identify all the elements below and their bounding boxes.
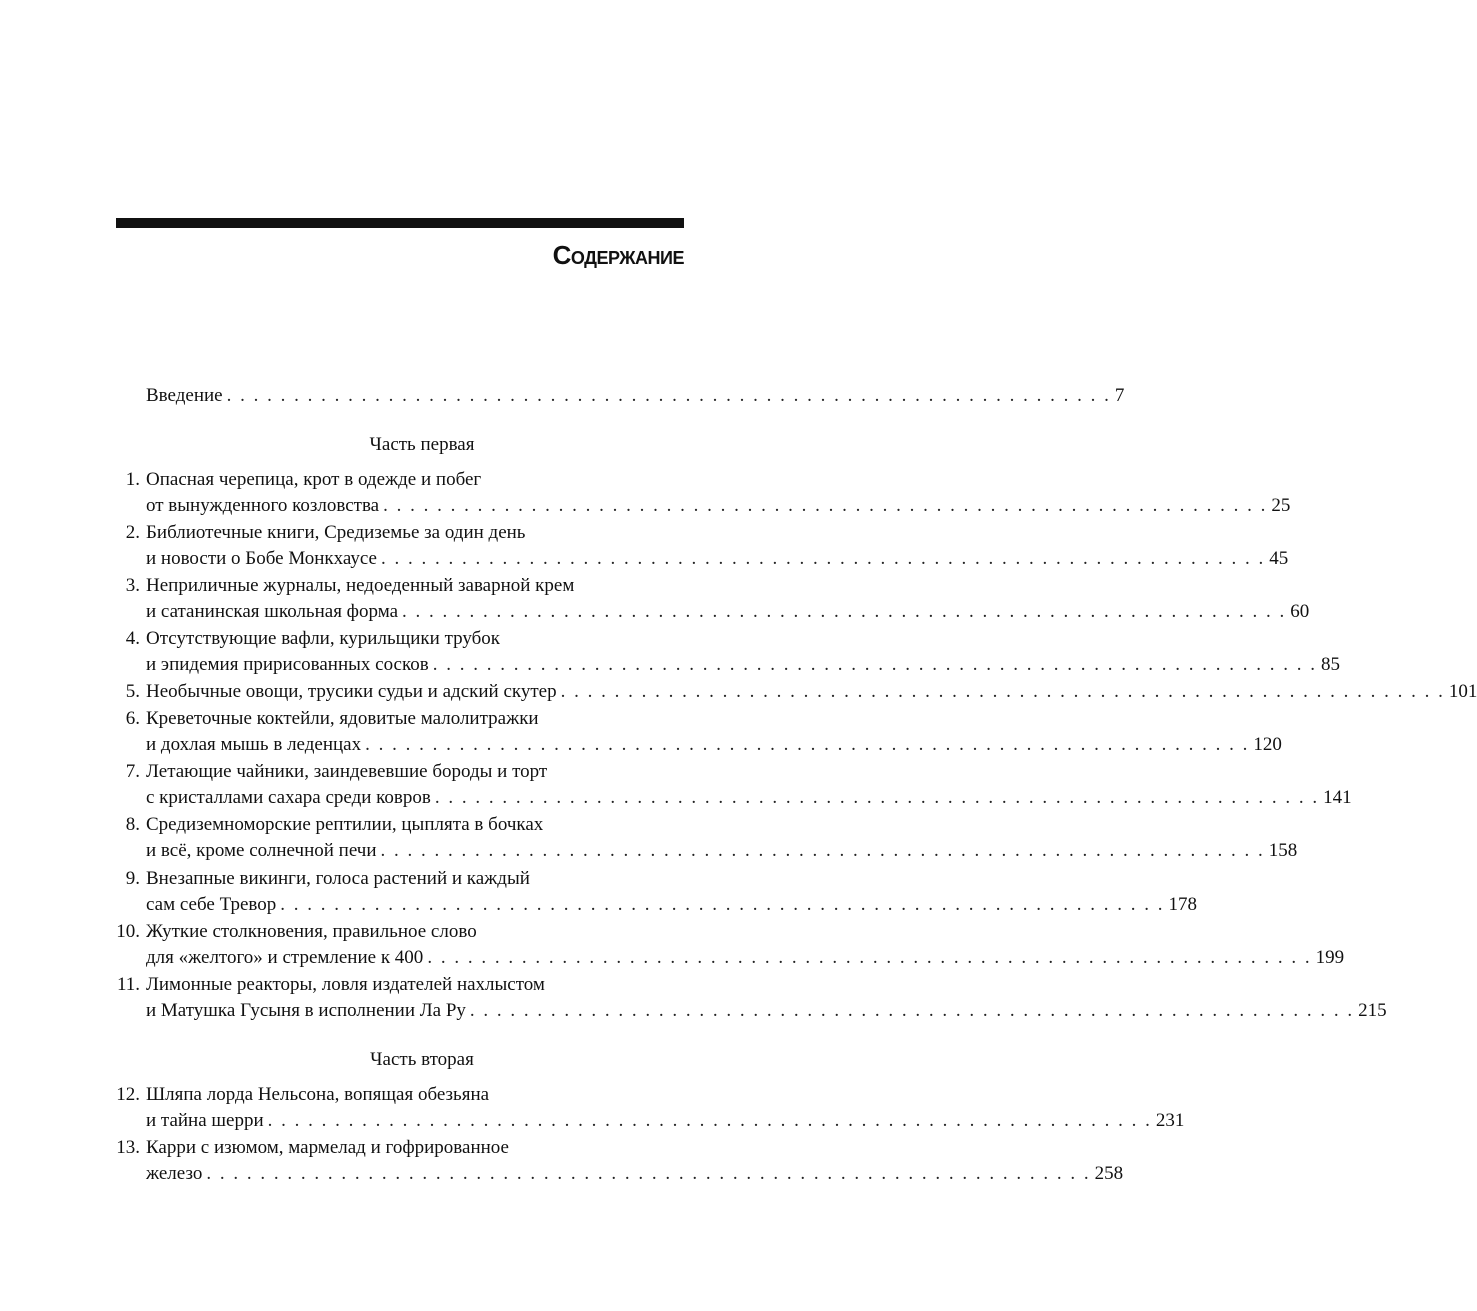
chapter-title-line: Опасная черепица, крот в одежде и побег xyxy=(146,469,482,490)
toc-entry-title: и сатанинская школьная форма xyxy=(146,601,399,622)
toc-entry-line xyxy=(146,892,1197,918)
chapter-number: 1. xyxy=(125,469,140,490)
toc-entry-line xyxy=(146,838,1298,864)
page-number: 178 xyxy=(1168,894,1197,915)
chapter-title-line: Отсутствующие вафли, курильщики трубок xyxy=(146,628,501,649)
toc-entry-line xyxy=(146,599,1310,625)
page-number: 45 xyxy=(1269,548,1289,569)
leader-dots: . . . . . . . . . . . . . . . . . . . . . . . . . . . . . . . . . . . . . . . . . . . . . . . . . . . . . . . . . . . . . . . . . . xyxy=(402,601,1287,622)
page-number: 158 xyxy=(1268,840,1298,861)
toc-entry-line xyxy=(146,493,1291,519)
toc-entry-title: и Матушка Гусыня в исполнении Ла Ру xyxy=(146,1000,466,1021)
leader-dots: . . . . . . . . . . . . . . . . . . . . . . . . . . . . . . . . . . . . . . . . . . . . . . . . . . . . . . . . . . . . . . . . . . xyxy=(267,1110,1152,1131)
chapter-title-line: Неприличные журналы, недоеденный заварной крем xyxy=(146,575,575,596)
toc-entry-title: Введение xyxy=(146,385,223,406)
page-number: 120 xyxy=(1253,734,1282,755)
toc-entry-title: с кристаллами сахара среди ковров xyxy=(146,787,431,808)
toc-entry-title: и всё, кроме солнечной печи xyxy=(146,840,377,861)
toc-entry-title: железо xyxy=(146,1163,203,1184)
page-number: 25 xyxy=(1271,495,1291,516)
chapter-number: 7. xyxy=(125,761,140,782)
leader-dots: . . . . . . . . . . . . . . . . . . . . . . . . . . . . . . . . . . . . . . . . . . . . . . . . . . . . . . . . . . . . . . . . . . xyxy=(280,894,1165,915)
page-number: 85 xyxy=(1320,654,1340,675)
toc-entry-title: и эпидемия пририсованных сосков xyxy=(146,654,429,675)
page-number: 231 xyxy=(1155,1110,1185,1131)
chapter-number: 8. xyxy=(125,814,140,835)
leader-dots: . . . . . . . . . . . . . . . . . . . . . . . . . . . . . . . . . . . . . . . . . . . . . . . . . . . . . . . . . . . . . . . . . . xyxy=(365,734,1250,755)
leader-dots: . . . . . . . . . . . . . . . . . . . . . . . . . . . . . . . . . . . . . . . . . . . . . . . . . . . . . . . . . . . . . . . . . . xyxy=(206,1163,1091,1184)
leader-dots: . . . . . . . . . . . . . . . . . . . . . . . . . . . . . . . . . . . . . . . . . . . . . . . . . . . . . . . . . . . . . . . . . . xyxy=(434,787,1320,808)
chapter-title-line: Внезапные викинги, голоса растений и каждый xyxy=(146,868,530,889)
chapter-number: 3. xyxy=(125,575,140,596)
leader-dots: . . . . . . . . . . . . . . . . . . . . . . . . . . . . . . . . . . . . . . . . . . . . . . . . . . . . . . . . . . . . . . . . . . xyxy=(226,385,1111,406)
leader-dots: . . . . . . . . . . . . . . . . . . . . . . . . . . . . . . . . . . . . . . . . . . . . . . . . . . . . . . . . . . . . . . . . . . xyxy=(380,548,1266,569)
toc-entry-line xyxy=(146,679,1477,705)
chapter-number: 12. xyxy=(116,1084,140,1105)
leader-dots: . . . . . . . . . . . . . . . . . . . . . . . . . . . . . . . . . . . . . . . . . . . . . . . . . . . . . . . . . . . . . . . . . . xyxy=(380,840,1265,861)
page-number: 60 xyxy=(1290,601,1310,622)
toc-entry-line xyxy=(146,383,1125,409)
leader-dots: . . . . . . . . . . . . . . . . . . . . . . . . . . . . . . . . . . . . . . . . . . . . . . . . . . . . . . . . . . . . . . . . . . xyxy=(560,681,1445,702)
toc-entry-line xyxy=(146,998,1387,1024)
chapter-number: 2. xyxy=(125,522,140,543)
page-number: 215 xyxy=(1358,1000,1387,1021)
chapter-number: 11. xyxy=(116,974,140,995)
leader-dots: . . . . . . . . . . . . . . . . . . . . . . . . . . . . . . . . . . . . . . . . . . . . . . . . . . . . . . . . . . . . . . . . . . xyxy=(383,495,1268,516)
toc-entry-line xyxy=(146,1108,1185,1134)
toc-entry-title: сам себе Тревор xyxy=(146,894,277,915)
page-title: Содержание xyxy=(552,240,684,270)
toc-entry-title: Необычные овощи, трусики судьи и адский скутер xyxy=(146,681,557,702)
chapter-title-line: Шляпа лорда Нельсона, вопящая обезьяна xyxy=(146,1084,490,1105)
leader-dots: . . . . . . . . . . . . . . . . . . . . . . . . . . . . . . . . . . . . . . . . . . . . . . . . . . . . . . . . . . . . . . . . . . xyxy=(427,947,1312,968)
toc-entry-line xyxy=(146,945,1345,971)
leader-dots: . . . . . . . . . . . . . . . . . . . . . . . . . . . . . . . . . . . . . . . . . . . . . . . . . . . . . . . . . . . . . . . . . . xyxy=(469,1000,1355,1021)
chapter-title-line: Креветочные коктейли, ядовитые малолитражки xyxy=(146,708,539,729)
toc-entry-title: и новости о Бобе Монкхаусе xyxy=(146,548,377,569)
page-number: 141 xyxy=(1323,787,1352,808)
chapter-number: 5. xyxy=(125,681,140,702)
chapter-number: 6. xyxy=(125,708,140,729)
page-number: 199 xyxy=(1315,947,1345,968)
chapter-title-line: Жуткие столкновения, правильное слово xyxy=(146,921,477,942)
leader-dots: . . . . . . . . . . . . . . . . . . . . . . . . . . . . . . . . . . . . . . . . . . . . . . . . . . . . . . . . . . . . . . . . . . xyxy=(432,654,1317,675)
chapter-title-line: Карри с изюмом, мармелад и гофрированное xyxy=(146,1137,509,1158)
chapter-title-line: Летающие чайники, заиндевевшие бороды и торт xyxy=(146,761,548,782)
part-heading: Часть вторая xyxy=(370,1049,474,1070)
toc-entry-title: для «желтого» и стремление к 400 xyxy=(146,947,424,968)
toc-entry-line xyxy=(146,652,1340,678)
toc-entry-title: от вынужденного козловства xyxy=(146,495,380,516)
chapter-number: 4. xyxy=(125,628,140,649)
part-heading: Часть первая xyxy=(369,434,475,455)
toc-entry-line xyxy=(146,732,1282,758)
toc-entry-title: и дохлая мышь в леденцах xyxy=(146,734,362,755)
toc-entry-line xyxy=(146,1161,1124,1187)
toc-entry-line xyxy=(146,785,1352,811)
chapter-number: 10. xyxy=(116,921,140,942)
toc-entry-line xyxy=(146,546,1289,572)
chapter-title-line: Средиземноморские рептилии, цыплята в бочках xyxy=(146,814,544,835)
page-number: 7 xyxy=(1114,385,1125,406)
chapter-number: 13. xyxy=(116,1137,140,1158)
page-number: 258 xyxy=(1094,1163,1124,1184)
chapter-number: 9. xyxy=(125,868,140,889)
page-number: 101 xyxy=(1448,681,1477,702)
toc-entry-title: и тайна шерри xyxy=(146,1110,264,1131)
chapter-title-line: Библиотечные книги, Средиземье за один день xyxy=(146,522,526,543)
chapter-title-line: Лимонные реакторы, ловля издателей нахлыстом xyxy=(146,974,545,995)
